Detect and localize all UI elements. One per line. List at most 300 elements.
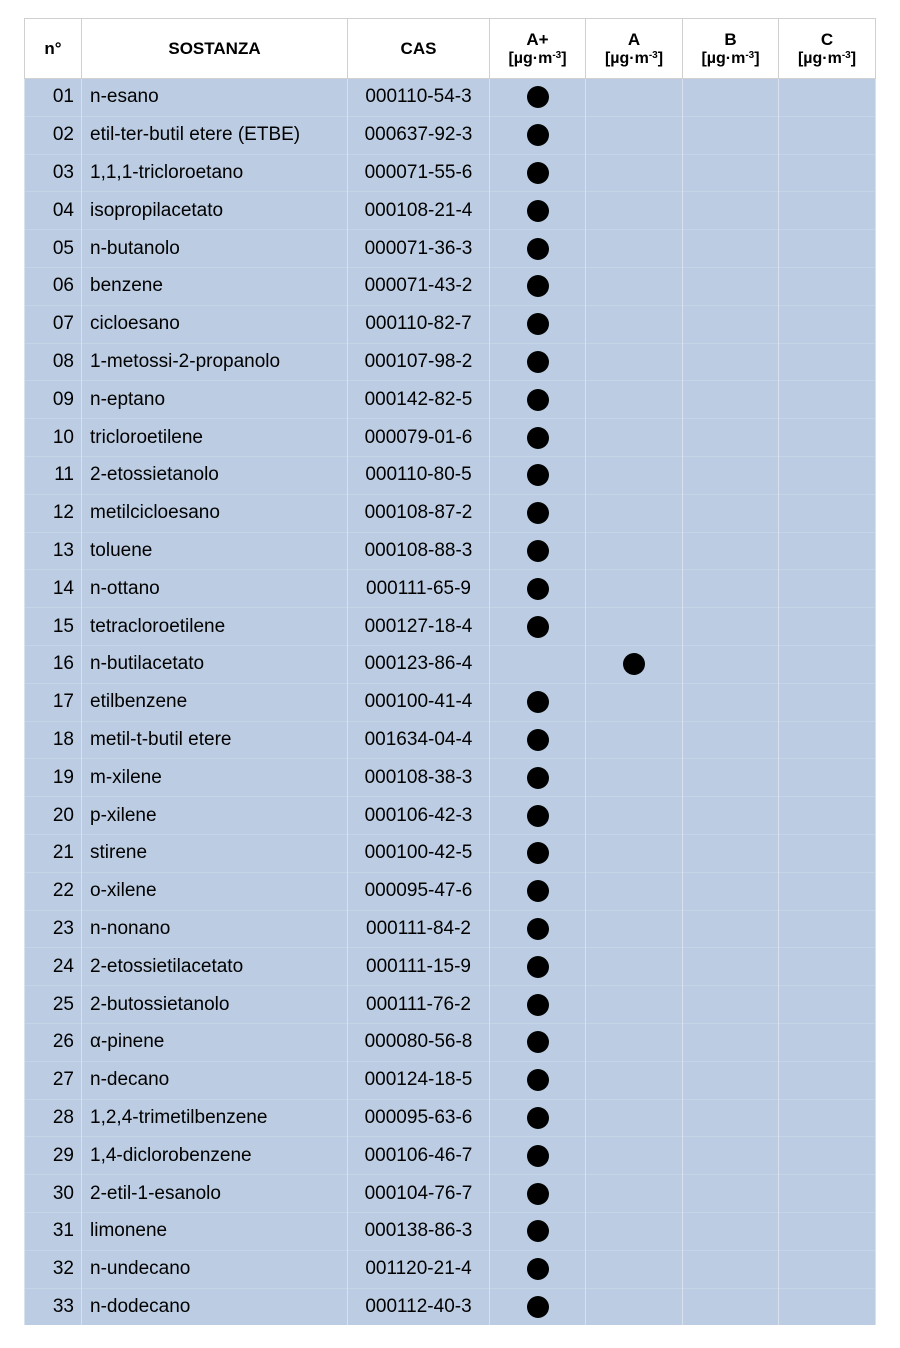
filled-circle-icon [527,578,549,600]
unit-close: ] [850,49,857,67]
substance-name: benzene [82,267,348,305]
cas-number: 000110-82-7 [348,305,490,343]
cas-number: 000108-87-2 [348,494,490,532]
filled-circle-icon [527,389,549,411]
class-cell-b [683,79,779,117]
class-cell-a-plus [490,910,586,948]
table-row [25,419,876,457]
class-cell-a-plus [490,872,586,910]
table-row [25,721,876,759]
substance-name: 2-butossietanolo [82,986,348,1024]
unit-text: [µg·m [604,49,649,67]
row-number: 16 [25,645,82,683]
class-cell-a-plus [490,154,586,192]
row-number: 17 [25,683,82,721]
class-cell-a [586,343,683,381]
class-cell-b [683,570,779,608]
filled-circle-icon [527,351,549,373]
class-cell-a [586,267,683,305]
class-cell-a-plus [490,683,586,721]
unit-text: [µg·m [797,49,842,67]
class-cell-c [779,608,876,646]
cas-number: 000111-65-9 [348,570,490,608]
header-class-b [683,19,779,79]
row-number: 23 [25,910,82,948]
class-cell-a [586,1212,683,1250]
table-row [25,645,876,683]
class-cell-b [683,305,779,343]
class-cell-b [683,381,779,419]
class-cell-c [779,948,876,986]
class-cell-a [586,1099,683,1137]
row-number: 20 [25,797,82,835]
class-cell-a [586,948,683,986]
class-cell-a-plus [490,986,586,1024]
class-cell-b [683,192,779,230]
row-number: 18 [25,721,82,759]
row-number: 21 [25,834,82,872]
class-cell-b [683,343,779,381]
substance-name: p-xilene [82,797,348,835]
class-cell-b [683,872,779,910]
class-cell-a-plus [490,1288,586,1325]
filled-circle-icon [527,313,549,335]
filled-circle-icon [527,1145,549,1167]
class-cell-c [779,1061,876,1099]
header-class-a-plus-label: A+ [526,29,549,49]
substance-name: limonene [82,1212,348,1250]
cas-number: 000106-46-7 [348,1137,490,1175]
class-cell-b [683,1212,779,1250]
class-cell-b [683,645,779,683]
table-row [25,1212,876,1250]
class-cell-a-plus [490,230,586,268]
filled-circle-icon [527,124,549,146]
class-cell-a-plus [490,116,586,154]
class-cell-c [779,570,876,608]
class-cell-a [586,116,683,154]
substance-name: tricloroetilene [82,419,348,457]
table-row [25,1023,876,1061]
substance-name: 1-metossi-2-propanolo [82,343,348,381]
class-cell-a-plus [490,834,586,872]
substance-name: etil-ter-butil etere (ETBE) [82,116,348,154]
class-cell-a [586,608,683,646]
row-number: 22 [25,872,82,910]
cas-number: 000100-41-4 [348,683,490,721]
substance-name: α-pinene [82,1023,348,1061]
filled-circle-icon [527,1031,549,1053]
substance-name: n-nonano [82,910,348,948]
class-cell-c [779,759,876,797]
class-cell-a-plus [490,79,586,117]
substance-name: 1,1,1-tricloroetano [82,154,348,192]
table-row [25,305,876,343]
row-number: 25 [25,986,82,1024]
substance-name: n-dodecano [82,1288,348,1325]
header-substance: SOSTANZA [82,19,348,79]
row-number: 02 [25,116,82,154]
class-cell-a-plus [490,192,586,230]
filled-circle-icon [527,275,549,297]
cas-number: 000110-54-3 [348,79,490,117]
class-cell-a [586,305,683,343]
filled-circle-icon [527,86,549,108]
class-cell-a [586,381,683,419]
class-cell-b [683,1175,779,1213]
class-cell-b [683,116,779,154]
filled-circle-icon [623,653,645,675]
class-cell-c [779,872,876,910]
class-cell-c [779,343,876,381]
header-class-a [586,19,683,79]
class-cell-a [586,1288,683,1325]
header-class-a-plus [490,19,586,79]
class-cell-b [683,532,779,570]
table-row [25,683,876,721]
row-number: 24 [25,948,82,986]
table-row [25,1250,876,1288]
filled-circle-icon [527,200,549,222]
row-number: 27 [25,1061,82,1099]
class-cell-b [683,1099,779,1137]
class-cell-a [586,683,683,721]
class-cell-a [586,910,683,948]
filled-circle-icon [527,842,549,864]
class-cell-a [586,79,683,117]
class-cell-a [586,456,683,494]
cas-number: 001120-21-4 [348,1250,490,1288]
class-cell-a [586,494,683,532]
table-row [25,1175,876,1213]
class-cell-a [586,419,683,457]
unit-close: ] [561,49,567,67]
class-cell-c [779,419,876,457]
row-number: 10 [25,419,82,457]
filled-circle-icon [527,1183,549,1205]
class-cell-a [586,532,683,570]
cas-number: 000106-42-3 [348,797,490,835]
table-row [25,986,876,1024]
table-body [25,79,876,1326]
table-row [25,570,876,608]
class-cell-c [779,1023,876,1061]
class-cell-c [779,1250,876,1288]
unit-text: [µg·m [508,49,553,67]
class-cell-c [779,645,876,683]
class-cell-a [586,1061,683,1099]
table-row [25,230,876,268]
class-cell-c [779,910,876,948]
class-cell-b [683,230,779,268]
table-row [25,381,876,419]
substance-name: 2-etossietilacetato [82,948,348,986]
substance-name: n-decano [82,1061,348,1099]
class-cell-a-plus [490,419,586,457]
class-cell-b [683,986,779,1024]
header-class-a-label: A [627,29,641,49]
class-cell-b [683,834,779,872]
cas-number: 000071-43-2 [348,267,490,305]
substance-name: stirene [82,834,348,872]
class-cell-b [683,1061,779,1099]
cas-number: 001634-04-4 [348,721,490,759]
class-cell-a [586,192,683,230]
class-cell-b [683,494,779,532]
class-cell-c [779,192,876,230]
substance-name: cicloesano [82,305,348,343]
row-number: 05 [25,230,82,268]
class-cell-a-plus [490,1023,586,1061]
table-row [25,116,876,154]
header-num: n° [25,19,82,79]
class-cell-a-plus [490,1061,586,1099]
class-cell-b [683,456,779,494]
row-number: 06 [25,267,82,305]
class-cell-a-plus [490,305,586,343]
table-row [25,494,876,532]
row-number: 19 [25,759,82,797]
cas-number: 000080-56-8 [348,1023,490,1061]
table-row [25,1061,876,1099]
table-row [25,948,876,986]
class-cell-a-plus [490,645,586,683]
filled-circle-icon [527,805,549,827]
class-cell-a [586,797,683,835]
class-cell-a-plus [490,570,586,608]
substance-name: 2-etil-1-esanolo [82,1175,348,1213]
table-row [25,608,876,646]
cas-number: 000071-36-3 [348,230,490,268]
substance-name: o-xilene [82,872,348,910]
header-unit [490,49,585,68]
class-cell-c [779,305,876,343]
class-cell-b [683,1288,779,1325]
filled-circle-icon [527,1220,549,1242]
filled-circle-icon [527,238,549,260]
substance-name: isopropilacetato [82,192,348,230]
header-class-b-label: B [724,29,737,49]
filled-circle-icon [527,1069,549,1091]
class-cell-a-plus [490,759,586,797]
cas-number: 000124-18-5 [348,1061,490,1099]
cas-number: 000071-55-6 [348,154,490,192]
cas-number: 000095-47-6 [348,872,490,910]
row-number: 12 [25,494,82,532]
row-number: 04 [25,192,82,230]
substance-name: n-undecano [82,1250,348,1288]
class-cell-b [683,948,779,986]
filled-circle-icon [527,767,549,789]
class-cell-c [779,79,876,117]
cas-number: 000110-80-5 [348,456,490,494]
class-cell-a-plus [490,948,586,986]
row-number: 13 [25,532,82,570]
row-number: 08 [25,343,82,381]
row-number: 14 [25,570,82,608]
header-unit [586,49,682,68]
filled-circle-icon [527,956,549,978]
filled-circle-icon [527,880,549,902]
class-cell-a [586,759,683,797]
table-row [25,1099,876,1137]
substance-name: n-esano [82,79,348,117]
class-cell-c [779,1099,876,1137]
class-cell-b [683,267,779,305]
table-row [25,532,876,570]
filled-circle-icon [527,616,549,638]
class-cell-c [779,683,876,721]
substance-name: m-xilene [82,759,348,797]
class-cell-c [779,230,876,268]
class-cell-b [683,1250,779,1288]
class-cell-a [586,721,683,759]
unit-text: [µg·m [701,49,746,67]
class-cell-a [586,1137,683,1175]
class-cell-b [683,608,779,646]
cas-number: 000095-63-6 [348,1099,490,1137]
cas-number: 000142-82-5 [348,381,490,419]
filled-circle-icon [527,1296,549,1318]
table-header [25,19,876,79]
class-cell-a-plus [490,532,586,570]
class-cell-b [683,797,779,835]
class-cell-c [779,532,876,570]
class-cell-a [586,872,683,910]
table-row [25,79,876,117]
unit-close: ] [657,49,664,67]
class-cell-b [683,419,779,457]
cas-number: 000108-21-4 [348,192,490,230]
unit-close: ] [754,49,760,67]
cas-number: 000111-76-2 [348,986,490,1024]
substance-name: toluene [82,532,348,570]
row-number: 11 [25,456,82,494]
filled-circle-icon [527,691,549,713]
unit-exponent: -3 [745,49,755,61]
class-cell-a [586,986,683,1024]
class-cell-c [779,116,876,154]
table-row [25,192,876,230]
class-cell-c [779,834,876,872]
cas-number: 000637-92-3 [348,116,490,154]
filled-circle-icon [527,540,549,562]
class-cell-a [586,834,683,872]
filled-circle-icon [527,994,549,1016]
filled-circle-icon [527,1107,549,1129]
substance-name: 1,4-diclorobenzene [82,1137,348,1175]
class-cell-a [586,1175,683,1213]
class-cell-c [779,986,876,1024]
class-cell-a [586,1023,683,1061]
class-cell-a [586,154,683,192]
class-cell-c [779,1288,876,1325]
cas-number: 000111-15-9 [348,948,490,986]
substance-name: etilbenzene [82,683,348,721]
class-cell-a [586,1250,683,1288]
class-cell-a-plus [490,381,586,419]
substance-name: metilcicloesano [82,494,348,532]
row-number: 32 [25,1250,82,1288]
substance-name: 1,2,4-trimetilbenzene [82,1099,348,1137]
row-number: 15 [25,608,82,646]
table-row [25,343,876,381]
class-cell-b [683,154,779,192]
unit-exponent: -3 [552,49,562,61]
cas-number: 000111-84-2 [348,910,490,948]
filled-circle-icon [527,427,549,449]
table-row [25,759,876,797]
class-cell-b [683,1137,779,1175]
class-cell-a-plus [490,343,586,381]
table-row [25,267,876,305]
class-cell-a [586,230,683,268]
table-row [25,456,876,494]
table-row [25,1288,876,1325]
filled-circle-icon [527,729,549,751]
cas-number: 000123-86-4 [348,645,490,683]
cas-number: 000108-38-3 [348,759,490,797]
row-number: 07 [25,305,82,343]
header-row [25,19,876,79]
row-number: 09 [25,381,82,419]
unit-exponent: -3 [648,49,658,61]
class-cell-a-plus [490,797,586,835]
class-cell-a-plus [490,494,586,532]
class-cell-b [683,683,779,721]
header-unit [779,49,875,68]
table-row [25,154,876,192]
class-cell-a-plus [490,1099,586,1137]
cas-number: 000079-01-6 [348,419,490,457]
filled-circle-icon [527,1258,549,1280]
class-cell-b [683,759,779,797]
cas-number: 000138-86-3 [348,1212,490,1250]
row-number: 33 [25,1288,82,1325]
cas-number: 000108-88-3 [348,532,490,570]
substance-name: 2-etossietanolo [82,456,348,494]
table-row [25,910,876,948]
class-cell-a-plus [490,1175,586,1213]
cas-number: 000112-40-3 [348,1288,490,1325]
unit-exponent: -3 [841,49,851,61]
row-number: 26 [25,1023,82,1061]
header-class-c [779,19,876,79]
class-cell-a-plus [490,608,586,646]
voc-classification-table [24,18,876,1325]
class-cell-a-plus [490,1250,586,1288]
class-cell-c [779,381,876,419]
row-number: 01 [25,79,82,117]
header-unit [683,49,778,68]
class-cell-a [586,570,683,608]
table-row [25,872,876,910]
class-cell-a-plus [490,721,586,759]
substance-name: n-ottano [82,570,348,608]
header-class-c-label: C [820,29,834,49]
class-cell-b [683,721,779,759]
filled-circle-icon [527,918,549,940]
header-cas: CAS [348,19,490,79]
class-cell-a [586,645,683,683]
row-number: 28 [25,1099,82,1137]
substance-name: metil-t-butil etere [82,721,348,759]
substance-name: n-butanolo [82,230,348,268]
class-cell-c [779,797,876,835]
substance-name: n-butilacetato [82,645,348,683]
filled-circle-icon [527,502,549,524]
class-cell-c [779,721,876,759]
